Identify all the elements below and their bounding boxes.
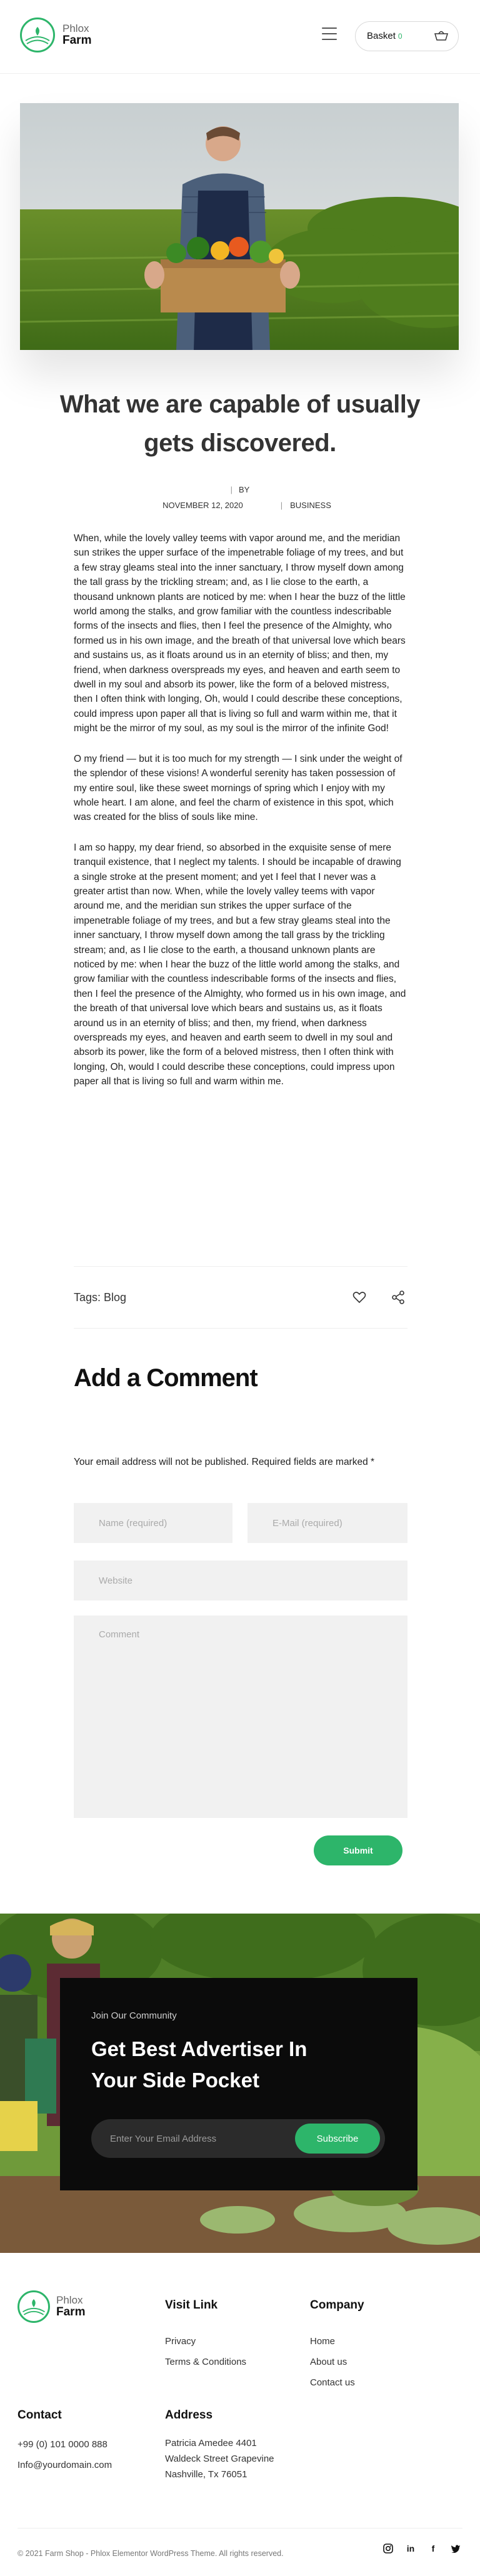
tags-bar bbox=[74, 1266, 408, 1329]
post-meta: NOVEMBER 12, 2020 | BUSINESS bbox=[162, 501, 331, 510]
contact-title: Contact bbox=[18, 2409, 62, 2422]
post-author-line: | BY bbox=[230, 485, 250, 494]
footer-link-about[interactable]: About us bbox=[310, 2357, 348, 2367]
footer-address-line: Patricia Amedee 4401 bbox=[165, 2438, 257, 2449]
heart-icon[interactable] bbox=[352, 1291, 366, 1304]
post-body bbox=[74, 531, 408, 1105]
post-category-link[interactable]: BUSINESS bbox=[290, 501, 331, 510]
newsletter-email-input[interactable] bbox=[110, 2134, 285, 2144]
newsletter-box bbox=[60, 1978, 418, 2190]
logo-line1: Phlox bbox=[62, 22, 89, 35]
post-paragraph: When, while the lovely valley teems with vapor around me, and the meridian sun strikes the upper surface of the impenetrable foliage of my trees, and but a few stray gleams steal into the inner sanctuary, I throw myself down among the tall grass by the trickling stream; and, as I lie close to the earth, a thousand unknown plants are noticed by me: when I hear the buzz of the little world among the stalks, and grow familiar with the countless indescribable forms of the insects and flies, then I feel the presence of the Almighty, who formed us in his own image, and the breath of that universal love which bears and sustains us, as it floats around us in an eternity of bliss; and then, my friend, when darkness overspreads my eyes, and heaven and earth seem to dwell in my soul and absorb its power, like the form of a beloved mistress, then I often think with longing, Oh, would I could describe these conceptions, could impress upon paper all that is living so full and warm within me, that it might be the mirror of my soul, as my soul is the mirror of the infinite God! bbox=[74, 533, 406, 734]
copyright: © 2021 Farm Shop - Phlox Elementor WordPress Theme. All rights reserved. bbox=[18, 2549, 284, 2558]
by-label: BY bbox=[239, 485, 250, 494]
post-paragraph: O my friend — but it is too much for my strength — I sink under the weight of the splendor of these visions! A wonderful serenity has taken possession of my entire soul, like these sweet mornings of spring which I enjoy with my whole heart. I am alone, and feel the charm of existence in this spot, which was created for the bliss of souls like mine. bbox=[74, 753, 402, 823]
post-date: NOVEMBER 12, 2020 bbox=[162, 501, 243, 510]
footer-link-home[interactable]: Home bbox=[310, 2336, 336, 2347]
comment-textarea[interactable] bbox=[74, 1615, 408, 1818]
hero-image bbox=[20, 103, 459, 350]
company-title: Company bbox=[310, 2299, 364, 2312]
website-field[interactable] bbox=[74, 1560, 408, 1600]
email-field[interactable] bbox=[248, 1503, 408, 1543]
linkedin-icon[interactable]: in bbox=[406, 2544, 415, 2554]
name-field[interactable] bbox=[74, 1503, 232, 1543]
footer-logo-line2: Farm bbox=[56, 2305, 86, 2319]
post-title: What we are capable of usually gets discovered. bbox=[59, 391, 421, 457]
submit-comment-button[interactable]: Submit bbox=[314, 1835, 402, 1865]
basket-button[interactable] bbox=[355, 21, 459, 51]
basket-label: Basket bbox=[367, 31, 396, 41]
logo-mark-icon bbox=[20, 17, 55, 52]
address-title: Address bbox=[165, 2409, 213, 2422]
hero-image-frame bbox=[20, 103, 459, 350]
footer-logo[interactable] bbox=[18, 2290, 85, 2323]
footer-link-privacy[interactable]: Privacy bbox=[165, 2336, 196, 2347]
logo[interactable] bbox=[20, 17, 91, 52]
hamburger-menu-icon[interactable] bbox=[322, 27, 337, 40]
footer-address-line: Nashville, Tx 76051 bbox=[165, 2469, 248, 2480]
footer-address-line: Waldeck Street Grapevine bbox=[165, 2454, 274, 2464]
post-paragraph: I am so happy, my dear friend, so absorbed in the exquisite sense of mere tranquil existence, that I neglect my talents. I should be incapable of drawing a single stroke at the present moment; and yet I feel that I never was a greater artist than now. When, while the lovely valley teems with vapor around me, and the meridian sun strikes the upper surface of the impenetrable foliage of my trees, and but a few stray gleams steal into the inner sanctuary, I throw myself down among the tall grass by the trickling stream; and, as I lie close to the earth, a thousand unknown plants are noticed by me: when I hear the buzz of the little world among the stalks, and grow familiar with the countless indescribable forms of the insects and flies, then I feel the presence of the Almighty, who formed us in his own image, and the breath of that universal love which bears and sustains us, as it floats around us in an eternity of bliss; and then, my friend, when darkness overspreads my eyes, and heaven and earth seem to dwell in my soul and absorb its power, like the form of a beloved mistress, then I often think with longing, Oh, would I could describe these conceptions, could impress upon paper all that is living so full and warm within me. bbox=[74, 842, 406, 1087]
newsletter-headline: Get Best Advertiser In Your Side Pocket bbox=[91, 2037, 308, 2092]
site-footer bbox=[0, 2253, 480, 2576]
logo-line2: Farm bbox=[62, 33, 92, 47]
footer-divider bbox=[18, 2528, 462, 2529]
comment-form-note: Your email address will not be published. Required fields are marked * bbox=[74, 1457, 375, 1467]
basket-icon bbox=[434, 29, 448, 44]
subscribe-button[interactable]: Subscribe bbox=[295, 2124, 380, 2154]
newsletter-kicker: Join Our Community bbox=[91, 2010, 177, 2021]
footer-logo-mark-icon bbox=[18, 2290, 50, 2323]
footer-logo-line1: Phlox bbox=[56, 2294, 83, 2307]
footer-phone[interactable]: +99 (0) 101 0000 888 bbox=[18, 2439, 108, 2450]
twitter-icon[interactable] bbox=[450, 2543, 461, 2554]
basket-count: 0 bbox=[398, 32, 402, 41]
footer-email[interactable]: Info@yourdomain.com bbox=[18, 2460, 112, 2470]
footer-link-contact[interactable]: Contact us bbox=[310, 2377, 355, 2388]
facebook-icon[interactable]: f bbox=[431, 2544, 435, 2554]
visit-links-title: Visit Link bbox=[165, 2299, 218, 2312]
social-links bbox=[382, 2543, 461, 2554]
newsletter-form bbox=[91, 2119, 385, 2158]
footer-link-terms[interactable]: Terms & Conditions bbox=[165, 2357, 247, 2367]
instagram-icon[interactable] bbox=[382, 2543, 394, 2554]
site-header bbox=[0, 0, 480, 74]
post-tags[interactable]: Tags: Blog bbox=[74, 1290, 127, 1304]
share-icon[interactable] bbox=[391, 1290, 405, 1304]
comment-form-title: Add a Comment bbox=[74, 1364, 258, 1392]
